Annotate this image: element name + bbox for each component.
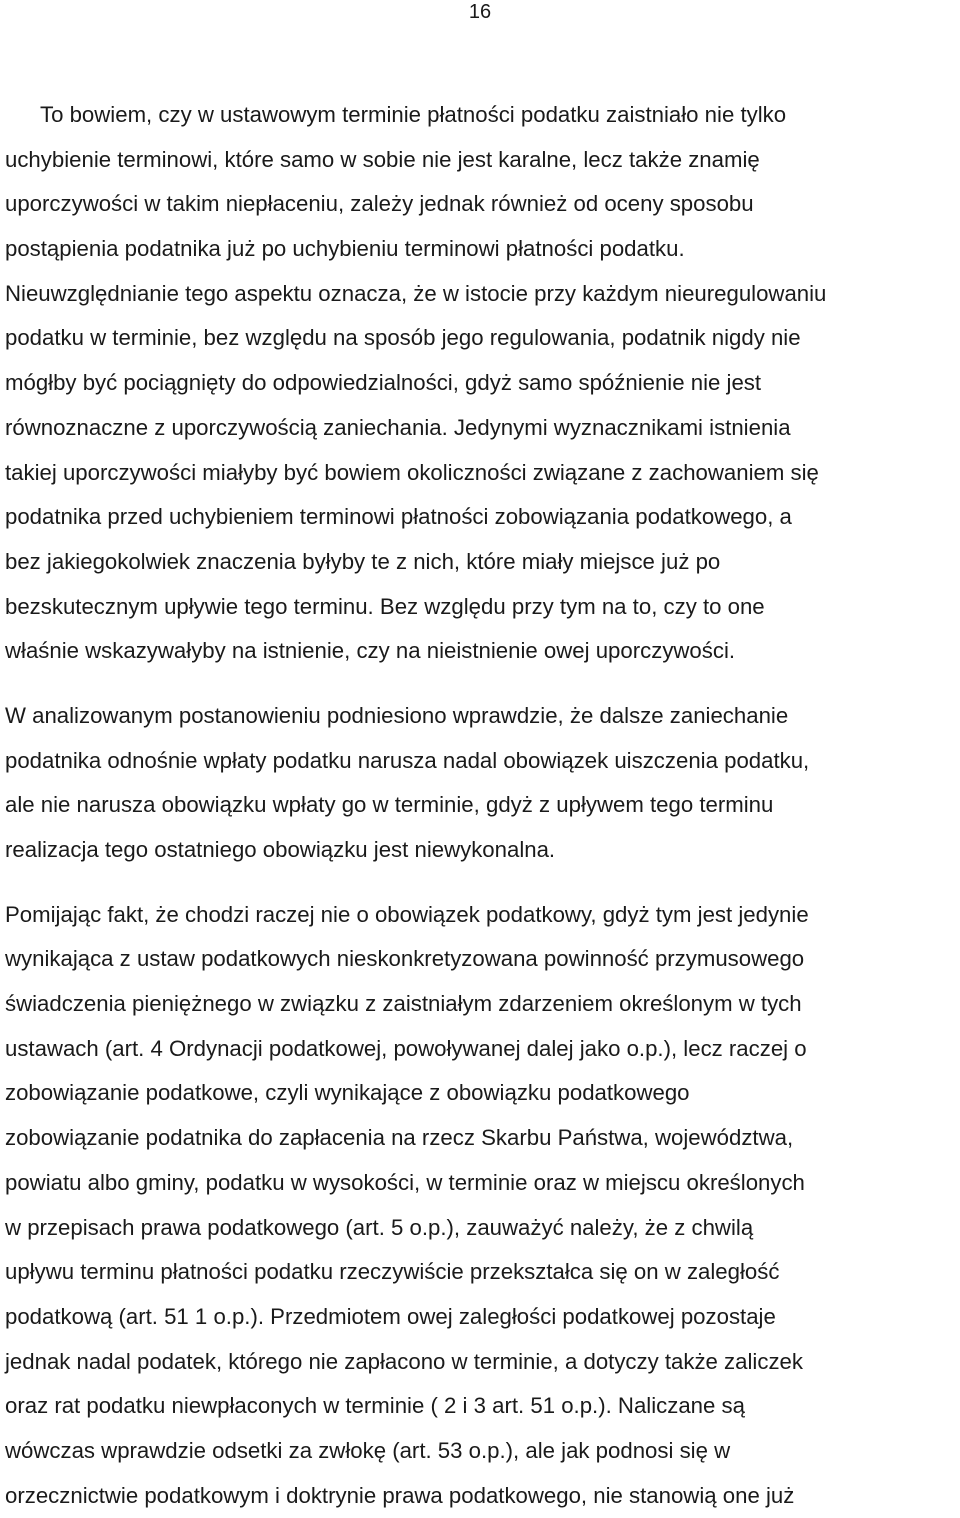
text-line: upływu terminu płatności podatku rzeczywiście przekształca się on w zaległość bbox=[5, 1259, 780, 1285]
text-line: wynikająca z ustaw podatkowych nieskonkretyzowana powinność przymusowego bbox=[5, 946, 805, 972]
paragraph-3 bbox=[5, 893, 957, 1518]
text-line: uchybienie terminowi, które samo w sobie nie jest karalne, lecz także znamię bbox=[5, 146, 760, 172]
text-line: orzecznictwie podatkowym i doktrynie prawa podatkowego, nie stanowią one już bbox=[5, 1482, 795, 1508]
paragraph-1 bbox=[5, 93, 957, 674]
text-line: postąpienia podatnika już po uchybieniu terminowi płatności podatku. bbox=[5, 236, 685, 262]
text-line: jednak nadal podatek, którego nie zapłacono w terminie, a dotyczy także zaliczek bbox=[5, 1348, 803, 1374]
text-line: Pomijając fakt, że chodzi raczej nie o obowiązek podatkowy, gdyż tym jest jedynie bbox=[5, 901, 809, 927]
text-line: mógłby być pociągnięty do odpowiedzialności, gdyż samo spóźnienie nie jest bbox=[5, 370, 762, 396]
paragraph-spacer bbox=[5, 674, 957, 694]
text-line: wówczas wprawdzie odsetki za zwłokę (art. 53 o.p.), ale jak podnosi się w bbox=[5, 1437, 731, 1463]
text-line: ale nie narusza obowiązku wpłaty go w terminie, gdyż z upływem tego terminu bbox=[5, 792, 774, 818]
text-line: równoznaczne z uporczywością zaniechania. Jedynymi wyznacznikami istnienia bbox=[5, 414, 791, 440]
document-body bbox=[5, 93, 957, 1518]
text-line: oraz rat podatku niewpłaconych w terminie ( 2 i 3 art. 51 o.p.). Naliczane są bbox=[5, 1393, 745, 1419]
text-line: świadczenia pieniężnego w związku z zaistniałym zdarzeniem określonym w tych bbox=[5, 991, 802, 1017]
text-line: zobowiązanie podatnika do zapłacenia na rzecz Skarbu Państwa, województwa, bbox=[5, 1125, 794, 1151]
text-line: właśnie wskazywałyby na istnienie, czy na nieistnienie owej uporczywości. bbox=[5, 638, 736, 664]
page-number: 16 bbox=[468, 1, 492, 23]
text-line: podatku w terminie, bez względu na sposób jego regulowania, podatnik nigdy nie bbox=[5, 325, 801, 351]
text-line: Nieuwzględnianie tego aspektu oznacza, że w istocie przy każdym nieuregulowaniu bbox=[5, 280, 827, 306]
text-line: uporczywości w takim niepłaceniu, zależy jednak również od oceny sposobu bbox=[5, 191, 754, 217]
text-line: zobowiązanie podatkowe, czyli wynikające z obowiązku podatkowego bbox=[5, 1080, 690, 1106]
text-line: w przepisach prawa podatkowego (art. 5 o.p.), zauważyć należy, że z chwilą bbox=[5, 1214, 754, 1240]
text-line: W analizowanym postanowieniu podniesiono wprawdzie, że dalsze zaniechanie bbox=[5, 702, 789, 728]
text-line: podatnika przed uchybieniem terminowi płatności zobowiązania podatkowego, a bbox=[5, 504, 792, 530]
text-line: podatkową (art. 51 1 o.p.). Przedmiotem owej zaległości podatkowej pozostaje bbox=[5, 1303, 776, 1329]
paragraph-2 bbox=[5, 694, 957, 873]
text-line: To bowiem, czy w ustawowym terminie płatności podatku zaistniało nie tylko bbox=[40, 102, 787, 127]
text-line: ustawach (art. 4 Ordynacji podatkowej, powoływanej dalej jako o.p.), lecz raczej o bbox=[5, 1035, 807, 1061]
text-line: podatnika odnośnie wpłaty podatku narusza nadal obowiązek uiszczenia podatku, bbox=[5, 747, 810, 773]
text-line: realizacja tego ostatniego obowiązku jest niewykonalna. bbox=[5, 837, 556, 862]
text-line: powiatu albo gminy, podatku w wysokości, w terminie oraz w miejscu określonych bbox=[5, 1169, 805, 1195]
text-line: takiej uporczywości miałyby być bowiem okoliczności związane z zachowaniem się bbox=[5, 459, 819, 485]
paragraph-spacer bbox=[5, 873, 957, 893]
text-line: bez jakiegokolwiek znaczenia byłyby te z nich, które miały miejsce już po bbox=[5, 548, 721, 574]
text-line: bezskutecznym upływie tego terminu. Bez względu przy tym na to, czy to one bbox=[5, 593, 765, 619]
